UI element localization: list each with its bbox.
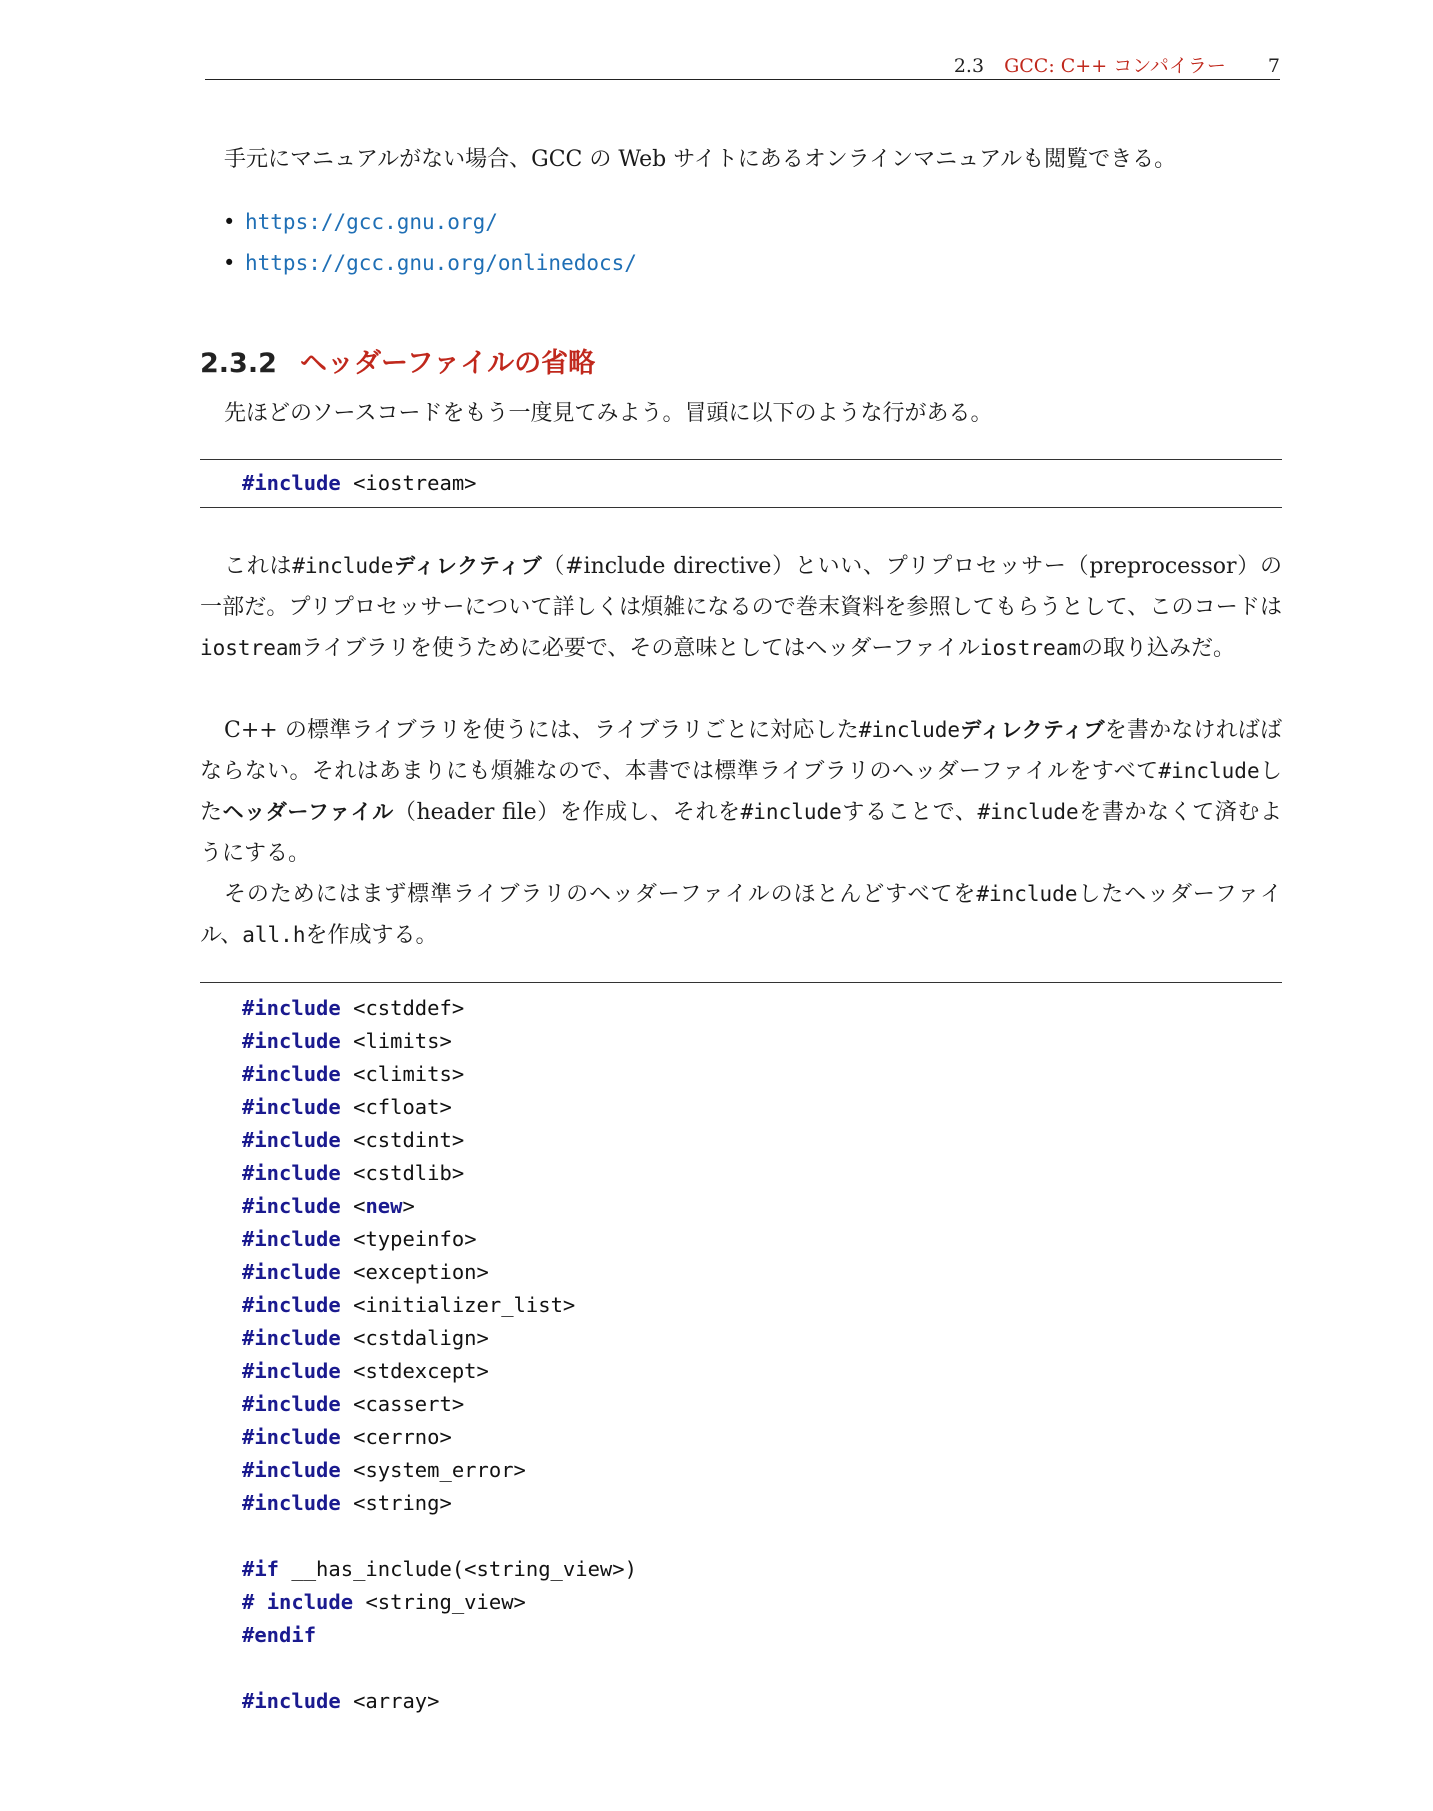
code-line	[242, 1586, 637, 1619]
code-bracket: <	[353, 1392, 366, 1416]
header-name: cerrno	[365, 1425, 440, 1449]
running-header	[205, 52, 1280, 80]
text-run: を書かなければばならない。それはあまりにも煩雑なので、本書では標準ライブラリのヘッダーファイルをすべて	[200, 718, 1282, 784]
section-title: ヘッダーファイルの省略	[300, 348, 596, 379]
code-bracket: >	[451, 996, 465, 1020]
code-keyword: #include	[242, 1689, 341, 1713]
code-line	[242, 1223, 637, 1256]
inline-code: #include	[292, 554, 394, 578]
code-bracket: >	[451, 1161, 465, 1185]
term-emphasis: ディレクティブ	[960, 718, 1105, 742]
code-block-all-h	[242, 992, 637, 1718]
code-bracket: >	[439, 1095, 452, 1119]
code-keyword: #include	[242, 1326, 341, 1350]
header-name: new	[365, 1194, 403, 1218]
code-bracket: >	[451, 1128, 465, 1152]
header-name: cassert	[365, 1392, 452, 1416]
code-keyword: #include	[242, 1095, 341, 1119]
code-keyword: #include	[242, 1392, 341, 1416]
code-keyword: #include	[242, 471, 341, 495]
inline-code: #include	[858, 718, 961, 742]
code-line	[242, 1289, 637, 1322]
code-bracket: <	[353, 1128, 366, 1152]
text-run: C++ の標準ライブラリを使うには、ライブラリごとに対応した	[224, 718, 859, 743]
code-bracket: >	[402, 1194, 415, 1218]
code-keyword: #include	[242, 1029, 341, 1053]
text-run: した	[200, 759, 1282, 825]
header-name: cstdlib	[365, 1161, 452, 1185]
inline-code: iostream	[200, 636, 302, 660]
term-emphasis: ディレクティブ	[393, 554, 543, 578]
code-keyword: #include	[242, 1425, 341, 1449]
code-bracket: <	[353, 1359, 366, 1383]
code-argument: <array>	[353, 1689, 440, 1713]
code-keyword: #include	[242, 1293, 341, 1317]
code-line	[242, 1124, 637, 1157]
inline-code: all.h	[242, 923, 306, 947]
inline-code: #include	[977, 800, 1079, 824]
text-run: を書かなくて済むようにする。	[200, 800, 1283, 866]
gcc-onlinedocs-link[interactable]: https://gcc.gnu.org/onlinedocs/	[245, 251, 637, 275]
code-keyword: #endif	[242, 1623, 317, 1647]
code-line	[242, 1355, 637, 1388]
code-keyword: #if	[242, 1557, 280, 1581]
intro-paragraph: 手元にマニュアルがない場合、GCC の Web サイトにあるオンラインマニュアルも閲覧できる。	[224, 147, 1177, 172]
text-run: したヘッダーファイル、	[200, 882, 1283, 948]
code-bracket: >	[439, 1029, 452, 1053]
code-bracket: >	[476, 1326, 489, 1350]
code-line	[242, 1388, 637, 1421]
code-block-top-rule	[200, 982, 1282, 983]
code-bracket: >	[439, 1425, 452, 1449]
list-item	[223, 202, 637, 243]
code-keyword: #include	[242, 1491, 341, 1515]
include-list	[242, 992, 637, 1520]
header-name: cfloat	[365, 1095, 440, 1119]
code-bracket: <	[353, 1194, 366, 1218]
code-keyword: #include	[242, 1260, 341, 1284]
section-heading	[200, 344, 595, 384]
list-item	[223, 243, 637, 284]
code-bracket: <	[353, 1326, 366, 1350]
code-argument: __has_include(<string_view>)	[291, 1557, 637, 1581]
text-run: （#include directive）といい、プリプロセッサー（preprocessor）の一部だ。プリプロセッサーについて詳しくは煩雑になるので巻末資料を参照してもらうとして、このコードは	[200, 554, 1282, 620]
code-line	[242, 1157, 637, 1190]
code-line	[242, 1025, 637, 1058]
header-name: stdexcept	[365, 1359, 477, 1383]
header-name: system_error	[365, 1458, 514, 1482]
inline-code: #include	[740, 800, 842, 824]
inline-code: #include	[1158, 759, 1260, 783]
code-line	[242, 1091, 637, 1124]
code-bracket: >	[439, 1491, 452, 1515]
running-header-section-number: 2.3	[953, 55, 985, 77]
code-keyword: #include	[242, 1128, 341, 1152]
code-line	[242, 1454, 637, 1487]
code-line	[242, 1619, 637, 1652]
header-name: limits	[365, 1029, 440, 1053]
text-run: を作成する。	[305, 923, 438, 948]
code-block-bottom-rule	[200, 507, 1282, 508]
header-name: typeinfo	[365, 1227, 465, 1251]
text-run: そのためにはまず標準ライブラリのヘッダーファイルのほとんどすべてを	[224, 882, 977, 907]
header-name: exception	[365, 1260, 477, 1284]
code-line	[242, 1685, 637, 1718]
code-keyword: #include	[242, 1458, 341, 1482]
code-keyword: #include	[242, 1062, 341, 1086]
code-bracket: <	[353, 1458, 366, 1482]
code-block-top-rule	[200, 459, 1282, 460]
header-rule	[205, 79, 1280, 80]
header-name: cstddef	[365, 996, 452, 1020]
code-keyword: #include	[242, 1227, 341, 1251]
code-keyword: #include	[242, 1359, 341, 1383]
code-line	[242, 1190, 637, 1223]
code-block-iostream	[242, 467, 477, 500]
code-bracket: <	[353, 996, 366, 1020]
code-keyword: #include	[242, 1161, 341, 1185]
paragraph-all-h	[200, 874, 1282, 956]
running-header-section-title: GCC: C++ コンパイラー	[1004, 55, 1226, 77]
code-bracket: <	[353, 1095, 366, 1119]
header-name: string	[365, 1491, 440, 1515]
inline-code: iostream	[979, 636, 1082, 660]
code-bracket: >	[451, 1062, 465, 1086]
code-keyword: #include	[242, 1194, 341, 1218]
code-bracket: <	[353, 1491, 366, 1515]
bullet-icon: •	[223, 251, 236, 275]
text-run: ライブラリを使うために必要で、その意味としてはヘッダーファイル	[301, 636, 980, 661]
code-line	[242, 1058, 637, 1091]
gcc-website-link[interactable]: https://gcc.gnu.org/	[245, 210, 498, 234]
header-name: cstdalign	[365, 1326, 477, 1350]
code-bracket: <	[353, 1161, 366, 1185]
blank-line	[242, 1652, 637, 1685]
page-number: 7	[1267, 55, 1280, 77]
code-bracket: >	[476, 1260, 489, 1284]
header-name: initializer_list	[365, 1293, 563, 1317]
text-run: これは	[224, 554, 293, 579]
code-line	[242, 1421, 637, 1454]
code-bracket: >	[476, 1359, 489, 1383]
code-line	[242, 1487, 637, 1520]
paragraph-header-file	[200, 710, 1282, 874]
code-line	[242, 1553, 637, 1586]
link-list	[223, 202, 637, 284]
code-keyword: #	[242, 1590, 255, 1614]
code-argument: <string_view>	[365, 1590, 526, 1614]
inline-code: #include	[976, 882, 1078, 906]
code-bracket: >	[513, 1458, 526, 1482]
blank-line	[242, 1520, 637, 1553]
code-bracket: <	[353, 1029, 366, 1053]
section-number: 2.3.2	[200, 348, 277, 379]
text-run: （header file）を作成し、それを	[393, 800, 741, 825]
code-line	[242, 1322, 637, 1355]
code-argument: <iostream>	[353, 471, 477, 495]
code-keyword: #include	[242, 996, 341, 1020]
header-name: cstdint	[365, 1128, 452, 1152]
text-run: の取り込みだ。	[1081, 636, 1236, 661]
paragraph-include-directive	[200, 546, 1282, 669]
code-bracket: <	[353, 1293, 366, 1317]
header-name: climits	[365, 1062, 452, 1086]
code-keyword: include	[266, 1590, 354, 1614]
code-line	[242, 992, 637, 1025]
code-line	[242, 1256, 637, 1289]
code-bracket: <	[353, 1062, 366, 1086]
code-bracket: >	[451, 1392, 465, 1416]
code-bracket: <	[353, 1425, 366, 1449]
code-bracket: <	[353, 1227, 366, 1251]
lead-paragraph: 先ほどのソースコードをもう一度見てみよう。冒頭に以下のような行がある。	[224, 401, 993, 426]
text-run: することで、	[841, 800, 978, 825]
term-emphasis: ヘッダーファイル	[222, 800, 394, 824]
code-bracket: >	[562, 1293, 576, 1317]
code-bracket: >	[464, 1227, 477, 1251]
bullet-icon: •	[223, 210, 236, 234]
code-bracket: <	[353, 1260, 366, 1284]
